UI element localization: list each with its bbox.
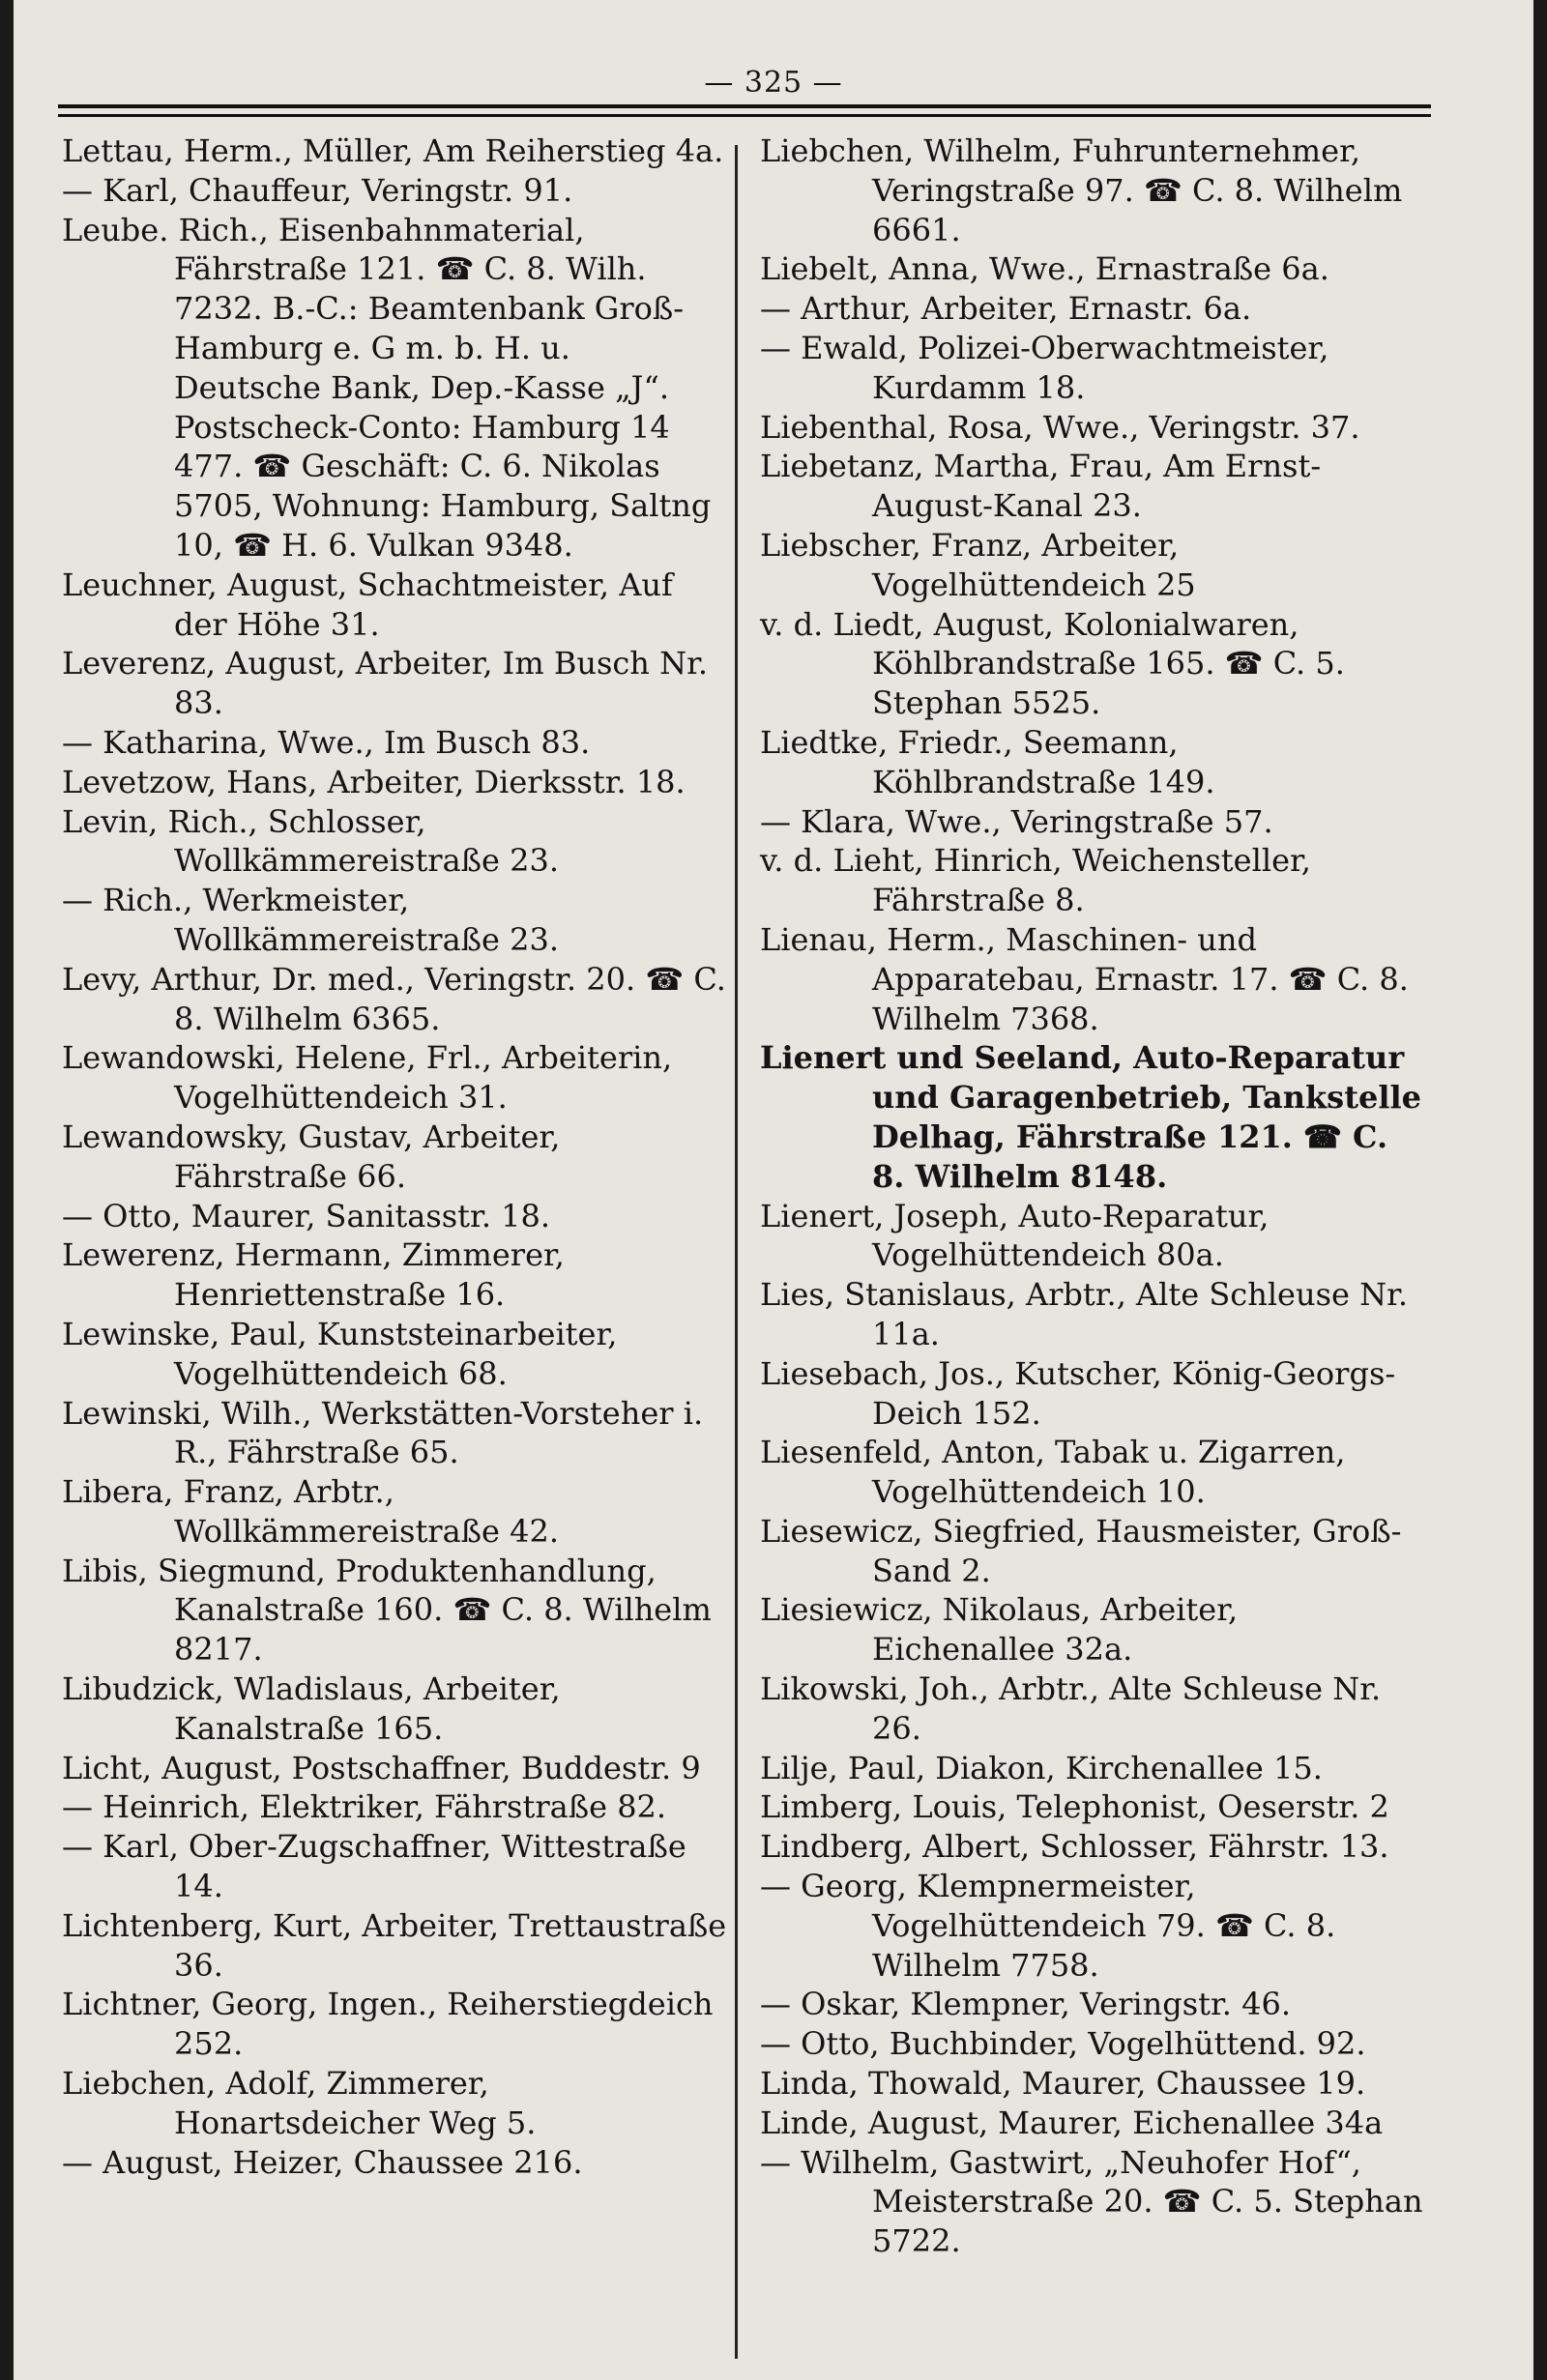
directory-entry: Libudzick, Wladislaus, Arbeiter, Kanalstraße 165. — [62, 1670, 561, 1747]
directory-entry: Liesewicz, Siegfried, Hausmeister, Groß-Sand 2. — [760, 1512, 1402, 1589]
directory-entry: Lienau, Herm., Maschinen- und Apparatebau, Ernastr. 17. ☎ C. 8. Wilhelm 7368. — [760, 920, 1409, 1037]
directory-entry: Linde, August, Maurer, Eichenallee 34a — [760, 2104, 1384, 2141]
directory-entry: Lichtner, Georg, Ingen., Reiherstiegdeich 252. — [62, 1986, 714, 2063]
directory-entry: Lewinske, Paul, Kunststeinarbeiter, Vogelhüttendeich 68. — [62, 1315, 618, 1392]
directory-entry: Lewandowsky, Gustav, Arbeiter, Fährstraße 66. — [62, 1117, 561, 1195]
directory-entry: Leube. Rich., Eisenbahnmaterial, Fährstraße 121. ☎ C. 8. Wilh. 7232. B.-C.: Beamtenbank Groß-Hamburg e. G m. b. H. u. Deutsche Bank, Dep.-Kasse „J“. Postscheck-Conto: Hamburg 14 477. ☎ Geschäft: C. 6. Nikolas 5705, Wohnung: Hamburg, Saltng 10, ☎ H. 6. Vulkan 9348. — [62, 211, 712, 564]
directory-entry: Lichtenberg, Kurt, Arbeiter, Trettaustraße 36. — [62, 1906, 727, 1984]
directory-entry: Liesenfeld, Anton, Tabak u. Zigarren, Vogelhüttendeich 10. — [760, 1434, 1346, 1511]
directory-page — [14, 0, 1533, 2380]
directory-entry: Leuchner, August, Schachtmeister, Auf der Höhe 31. — [62, 566, 673, 643]
directory-entry: v. d. Liedt, August, Kolonialwaren, Köhlbrandstraße 165. ☎ C. 5. Stephan 5525. — [760, 605, 1345, 722]
directory-entry: Libera, Franz, Arbtr., Wollkämmereistraße 42. — [62, 1473, 560, 1550]
directory-entry: — Heinrich, Elektriker, Fährstraße 82. — [62, 1788, 667, 1826]
directory-entry: Liebchen, Wilhelm, Fuhrunternehmer, Veringstraße 97. ☎ C. 8. Wilhelm 6661. — [760, 132, 1403, 248]
directory-entry: — Karl, Ober-Zugschaffner, Wittestraße 14. — [62, 1828, 686, 1905]
directory-entry: Liebelt, Anna, Wwe., Ernastraße 6a. — [760, 250, 1329, 288]
directory-entry: Lies, Stanislaus, Arbtr., Alte Schleuse Nr. 11a. — [760, 1276, 1409, 1352]
directory-entry: — Klara, Wwe., Veringstraße 57. — [760, 802, 1273, 840]
header-rule-thin — [58, 114, 1431, 117]
directory-entry: — Georg, Klempnermeister, Vogelhüttendeich 79. ☎ C. 8. Wilhelm 7758. — [760, 1868, 1336, 1984]
directory-entry: v. d. Lieht, Hinrich, Weichensteller, Fährstraße 8. — [760, 842, 1311, 919]
directory-entry: Liesiewicz, Nikolaus, Arbeiter, Eichenallee 32a. — [760, 1591, 1239, 1669]
directory-entry: Likowski, Joh., Arbtr., Alte Schleuse Nr. 26. — [760, 1670, 1382, 1747]
directory-entry: — Otto, Maurer, Sanitasstr. 18. — [62, 1197, 551, 1234]
column-divider — [735, 145, 738, 2359]
directory-entry: Limberg, Louis, Telephonist, Oeserstr. 2 — [760, 1788, 1389, 1826]
directory-entry: Liebenthal, Rosa, Wwe., Veringstr. 37. — [760, 408, 1360, 446]
directory-entry: Levetzow, Hans, Arbeiter, Dierksstr. 18. — [62, 763, 686, 800]
directory-entry: Liesebach, Jos., Kutscher, König-Georgs-Deich 152. — [760, 1354, 1396, 1432]
directory-entry: Leverenz, August, Arbeiter, Im Busch Nr. 83. — [62, 645, 709, 722]
directory-entry: Lettau, Herm., Müller, Am Reiherstieg 4a. — [62, 132, 724, 169]
directory-entry: — Oskar, Klempner, Veringstr. 46. — [760, 1986, 1292, 2023]
directory-entry: Lewandowski, Helene, Frl., Arbeiterin, Vogelhüttendeich 31. — [62, 1039, 673, 1117]
directory-entry: — Rich., Werkmeister, Wollkämmereistraße 23. — [62, 882, 560, 958]
directory-entry: Levin, Rich., Schlosser, Wollkämmereistraße 23. — [62, 802, 560, 880]
directory-entry: — Wilhelm, Gastwirt, „Neuhofer Hof“, Meisterstraße 20. ☎ C. 5. Stephan 5722. — [760, 2143, 1423, 2260]
directory-entry: Liebscher, Franz, Arbeiter, Vogelhüttendeich 25 — [760, 526, 1196, 603]
directory-entry: Lindberg, Albert, Schlosser, Fährstr. 13. — [760, 1828, 1389, 1866]
directory-entry: Linda, Thowald, Maurer, Chaussee 19. — [760, 2065, 1366, 2103]
left-column — [62, 131, 727, 2182]
directory-entry: Lienert und Seeland, Auto-Reparatur und Garagenbetrieb, Tankstelle Delhag, Fährstraße 121. ☎ C. 8. Wilhelm 8148. — [760, 1039, 1421, 1195]
right-column — [760, 131, 1425, 2261]
directory-entry: Liedtke, Friedr., Seemann, Köhlbrandstraße 149. — [760, 723, 1215, 800]
directory-entry: Liebchen, Adolf, Zimmerer, Honartsdeicher Weg 5. — [62, 2065, 537, 2141]
directory-entry: Licht, August, Postschaffner, Buddestr. 9 — [62, 1749, 701, 1786]
directory-entry: Lewinski, Wilh., Werkstätten-Vorsteher i. R., Fährstraße 65. — [62, 1394, 704, 1471]
directory-entry: — Karl, Chauffeur, Veringstr. 91. — [62, 171, 573, 209]
directory-entry: Lewerenz, Hermann, Zimmerer, Henriettenstraße 16. — [62, 1236, 565, 1314]
directory-entry: Levy, Arthur, Dr. med., Veringstr. 20. ☎ C. 8. Wilhelm 6365. — [62, 960, 726, 1037]
page-number: — 325 — — [704, 66, 843, 100]
directory-entry: — Ewald, Polizei-Oberwachtmeister, Kurdamm 18. — [760, 329, 1329, 406]
directory-entry: Liebetanz, Martha, Frau, Am Ernst-August-Kanal 23. — [760, 448, 1322, 525]
directory-entry: — Otto, Buchbinder, Vogelhüttend. 92. — [760, 2025, 1366, 2063]
directory-entry: Libis, Siegmund, Produktenhandlung, Kanalstraße 160. ☎ C. 8. Wilhelm 8217. — [62, 1552, 712, 1669]
directory-entry: Lienert, Joseph, Auto-Reparatur, Vogelhüttendeich 80a. — [760, 1197, 1270, 1274]
directory-entry: — Katharina, Wwe., Im Busch 83. — [62, 723, 591, 761]
directory-entry: — Arthur, Arbeiter, Ernastr. 6a. — [760, 290, 1252, 328]
directory-entry: — August, Heizer, Chaussee 216. — [62, 2143, 583, 2181]
directory-entry: Lilje, Paul, Diakon, Kirchenallee 15. — [760, 1749, 1323, 1786]
header-rule-thick — [58, 104, 1431, 108]
